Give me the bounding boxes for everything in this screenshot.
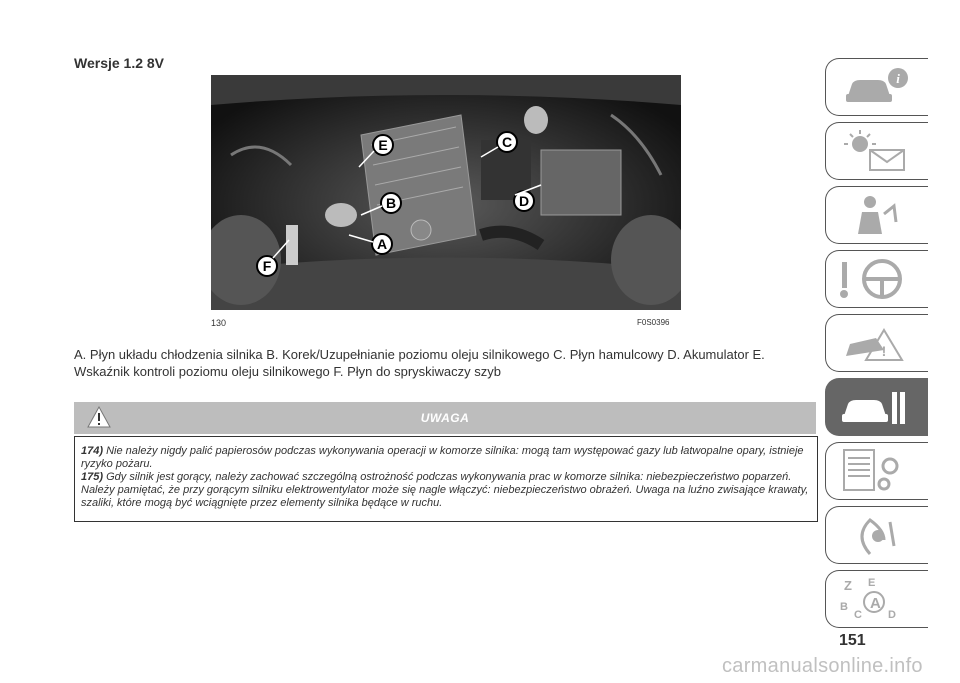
figure-number: 130 [211, 318, 227, 328]
multimedia-icon [840, 512, 910, 558]
airbag-safety-icon [840, 192, 910, 238]
callout-c: C [501, 134, 513, 150]
warning-item: 175) Gdy silnik jest gorący, należy zachować szczególną ostrożność podczas wykonywania prac w komorze silnika: niebezpieczeństwo poparzeń. Należy pamiętać, że przy gorącym silniku elektrowentylator może się nagle włączyć: niebezpieczeństwo obrażeń. Uwaga na luźno zwisające krawaty, szaliki, które mogą być wciągnięte przez elementy silnika będące w ruchu. [81, 471, 809, 509]
warning-title: UWAGA [420, 411, 470, 425]
svg-text:Z: Z [844, 578, 852, 593]
car-service-icon [840, 384, 910, 430]
steering-key-icon [840, 256, 910, 302]
warning-lights-icon [840, 128, 910, 174]
tab-warning-lights[interactable] [825, 122, 928, 180]
warning-body [74, 436, 818, 522]
callout-b: B [385, 195, 397, 211]
warning-item: 174) Nie należy nigdy palić papierosów podczas wykonywania operacji w komorze silnika: mogą tam występować gazy lub łatwopalne opary, istnieje ryzyko pożaru. [81, 445, 804, 470]
svg-text:E: E [868, 577, 876, 589]
figure-code: F0S0396 [637, 318, 670, 327]
tab-index[interactable] [825, 570, 928, 628]
callout-f: F [262, 258, 272, 274]
technical-data-icon [840, 448, 910, 494]
callout-e: E [378, 137, 388, 153]
tab-safety[interactable] [825, 186, 928, 244]
svg-text:A: A [870, 595, 881, 612]
tab-emergency[interactable] [825, 314, 928, 372]
watermark: carmanualsonline.info [722, 655, 923, 677]
svg-text:i: i [896, 71, 900, 86]
engine-bay-photo [211, 75, 681, 310]
svg-text:!: ! [881, 343, 887, 359]
section-title: Wersje 1.2 8V [74, 55, 165, 71]
tab-technical-data[interactable] [825, 442, 928, 500]
svg-text:C: C [854, 609, 862, 621]
car-info-icon [840, 64, 910, 110]
figure-caption: A. Płyn układu chłodzenia silnika B. Korek/Uzupełnianie poziomu oleju silnikowego C. Płyn hamulcowy D. Akumulator E. Wskaźnik kontroli poziomu oleju silnikowego F. Płyn do spryskiwaczy szyb [74, 347, 765, 379]
warning-header [74, 402, 816, 434]
tab-multimedia[interactable] [825, 506, 928, 564]
callout-d: D [518, 193, 530, 209]
svg-text:D: D [888, 609, 896, 621]
tab-car-info[interactable] [825, 58, 928, 116]
tab-maintenance[interactable] [825, 378, 928, 436]
tab-starting-driving[interactable] [825, 250, 928, 308]
index-icon [840, 576, 910, 622]
page-number: 151 [839, 632, 866, 649]
callout-a: A [376, 236, 388, 252]
svg-text:B: B [840, 601, 848, 613]
emergency-icon [840, 320, 910, 366]
